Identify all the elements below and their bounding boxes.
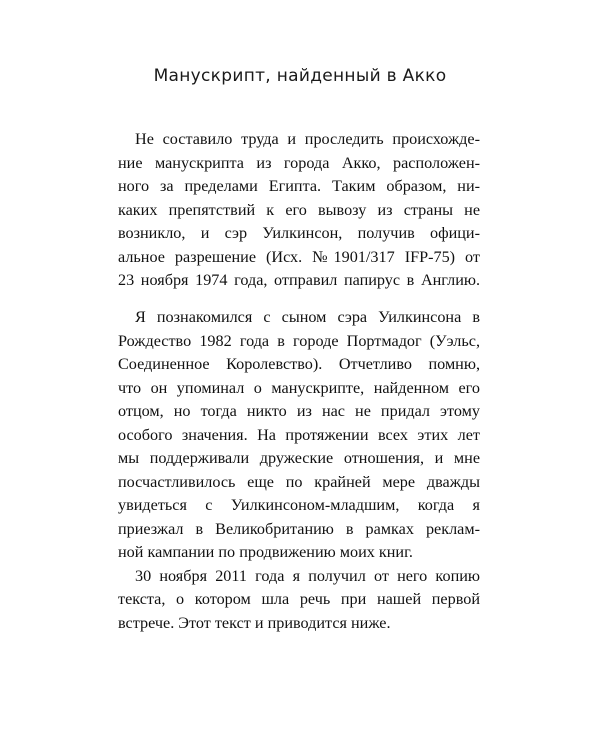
running-header: Манускрипт, найденный в Акко — [153, 66, 447, 86]
paragraph-line: Не составило труда и проследить происхожде- — [135, 130, 480, 148]
paragraph-line: Рождество 1982 года в городе Портмадог (Уэльс, — [118, 331, 480, 350]
paragraph-line: каких препятствий к его вывозу из страны не — [118, 200, 480, 219]
paragraph-1 — [118, 128, 480, 293]
paragraph-line: ной кампании по продвижению моих книг. — [118, 543, 413, 561]
paragraph-2 — [118, 306, 480, 635]
paragraph-line: мы поддерживали дружеские отношения, и мне — [118, 449, 480, 467]
paragraph-line: посчастливилось еще по крайней мере дважды — [118, 472, 480, 491]
paragraph-line: увидеться с Уилкинсоном-младшим, когда я — [118, 496, 480, 514]
paragraph-line: приезжал в Великобританию в рамках реклам- — [118, 519, 480, 538]
paragraph-line: 23 ноября 1974 года, отправил папирус в Англию. — [118, 271, 480, 289]
paragraph-line: ного за пределами Египта. Таким образом, ни- — [118, 177, 480, 195]
paragraph-line: Я познакомился с сыном сэра Уилкинсона в — [135, 308, 480, 326]
paragraph-line: возникло, и сэр Уилкинсон, получив офици- — [118, 224, 480, 242]
paragraph-line: отцом, но тогда никто из нас не придал этому — [118, 402, 480, 420]
paragraph-line: текста, о котором шла речь при нашей первой — [118, 590, 480, 608]
paragraph-line: ние манускрипта из города Акко, расположен- — [118, 153, 480, 172]
paragraph-line: встрече. Этот текст и приводится ниже. — [118, 613, 391, 632]
paragraph-line: что он упоминал о манускрипте, найденном его — [118, 378, 480, 397]
paragraph-line: Соединенное Королевство). Отчетливо помню, — [118, 355, 480, 373]
paragraph-line: альное разрешение (Исх. №1901/317 IFP-75) от — [118, 247, 480, 266]
paragraph-line: 30 ноября 2011 года я получил от него копию — [135, 566, 480, 585]
paragraph-line: особого значения. На протяжении всех этих лет — [118, 425, 480, 444]
